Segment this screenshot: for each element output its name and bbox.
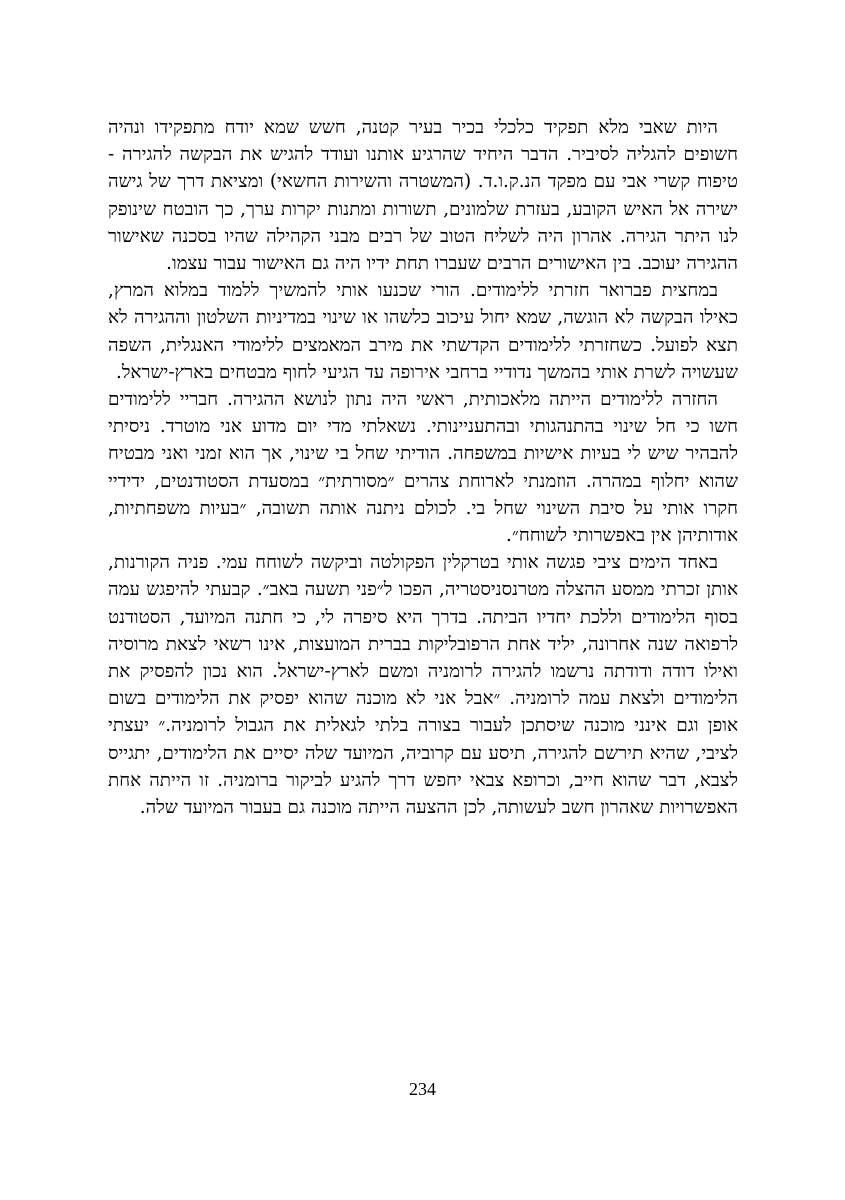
page-number: 234	[409, 1079, 436, 1099]
paragraph-1: היות שאבי מלא תפקיד כלכלי בכיר בעיר קטנה, חשש שמא יודח מתפקידו ונהיה חשופים להגליה לסיביר. הדבר היחיד שהרגיע אותנו ועודד להגיש את הבקשה להגירה - טיפוח קשרי אבי עם מפקד הנ.ק.ו.ד. (המשטרה והשירות החשאי) ומציאת דרך של גישה ישירה אל האיש הקובע, בעזרת שלמונים, תשורות ומתנות יקרות ערך, כך הובטח שינופק לנו היתר הגירה. אהרון היה לשליח הטוב של רבים מבני הקהילה שהיו בסכנה שאישור ההגירה יעוכב. בין האישורים הרבים שעברו תחת ידיו היה גם האישור עבור עצמו.	[108, 117, 738, 275]
paragraph-2: במחצית פברואר חזרתי ללימודים. הורי שכנעו אותי להמשיך ללמוד במלוא המרץ, כאילו הבקשה לא הוגשה, שמא יחול עיכוב כלשהו או שינוי במדיניות השלטון וההגירה לא תצא לפועל. כשחזרתי ללימודים הקדשתי את מירב המאמצים ללימודי האנגלית, השפה שעשויה לשרת אותי בהמשך נדודיי ברחבי אירופה עד הגיעי לחוף מבטחים בארץ-ישראל.	[108, 280, 738, 383]
paragraph-3: החזרה ללימודים הייתה מלאכותית, ראשי היה נתון לנושא ההגירה. חבריי ללימודים חשו כי חל שינוי בהתנהגותי ובהתעניינותי. נשאלתי מדי יום מדוע אני מוטרד. ניסיתי להבהיר שיש לי בעיות אישיות במשפחה. הודיתי שחל בי שינוי, אך הוא זמני ואני מבטיח שהוא יחלוף במהרה. הוזמנתי לארוחת צהרים ״מסורתית״ במסעדת הסטודנטים, ידידיי חקרו אותי על סיבת השינוי שחל בי. לכולם ניתנה אותה תשובה, ״בעיות משפחתיות, אודותיהן אין באפשרותי לשוחח״.	[108, 389, 738, 547]
paragraph-4: באחד הימים ציבי פגשה אותי בטרקלין הפקולטה וביקשה לשוחח עמי. פניה הקורנות, אותן זכרתי ממסע ההצלה מטרנסניסטריה, הפכו ל״פני תשעה באב״. קבעתי להיפגש עמה בסוף הלימודים וללכת יחדיו הביתה. בדרך היא סיפרה לי, כי חתנה המיועד, הסטודנט לרפואה שנה אחרונה, יליד אחת הרפובליקות בברית המועצות, אינו רשאי לצאת מרוסיה ואילו דודה ודודתה נרשמו להגירה לרומניה ומשם לארץ-ישראל. הוא נכון להפסיק את הלימודים ולצאת עמה לרומניה. ״אבל אני לא מוכנה שהוא יפסיק את הלימודים בשום אופן וגם אינני מוכנה שיסתכן לעבור בצורה בלתי לגאלית את הגבול לרומניה.״ יעצתי לציבי, שהיא תירשם להגירה, תיסע עם קרוביה, המיועד שלה יסיים את הלימודים, יתגייס לצבא, דבר שהוא חייב, וכרופא צבאי יחפש דרך להגיע לביקור ברומניה. זו הייתה אחת האפשרויות שאהרון חשב לעשותה, לכן ההצעה הייתה מוכנה גם בעבור המיועד שלה.	[108, 552, 738, 819]
body-text	[108, 114, 738, 821]
